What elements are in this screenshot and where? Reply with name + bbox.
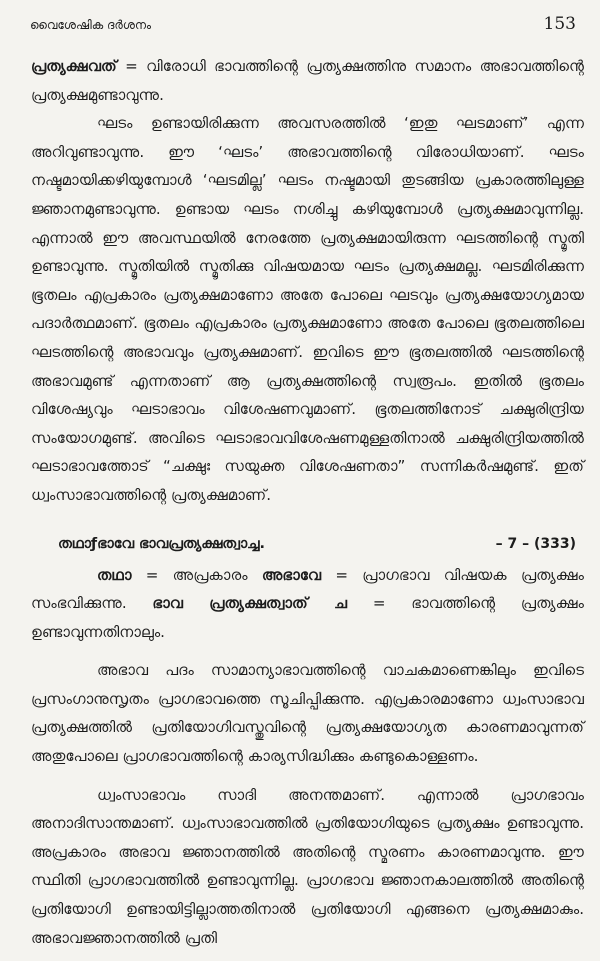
- gloss-term-2: അഭാവേ: [261, 565, 322, 584]
- paragraph-commentary-1: അഭാവ പദം സാമാന്യാഭാവത്തിന്റെ വാചകമാണെങ്കിലും ഇവിടെ പ്രസംഗാനുസൃതം പ്രാഗഭാവത്തെ സൂചിപ്പിക്കുന്നു. എപ്രകാരമാണോ ധ്വംസാഭാവ പ്രത്യക്ഷത്തിൽ പ്രതിയോഗിവസ്തുവിന്റെ പ്രത്യക്ഷയോഗ്യത കാരണമാവുന്നത് അതുപോലെ പ്രാഗഭാവത്തിന്റെ കാര്യസിദ്ധിക്കും കണ്ടുകൊള്ളണം.: [31, 661, 584, 766]
- paragraph-definition: [31, 52, 584, 109]
- page-number: 153: [543, 14, 576, 34]
- defined-term: പ്രത്യക്ഷവത്: [31, 57, 117, 75]
- sutra-reference: – 7 – (333): [495, 535, 576, 552]
- sutra-gloss: [31, 561, 584, 647]
- definition-text: = വിരോധി ഭാവത്തിന്റെ പ്രത്യക്ഷത്തിനു സമാനം അഭാവത്തിന്റെ പ്രത്യക്ഷമുണ്ടാവുന്നു.: [31, 57, 584, 104]
- gloss-term-1: തഥാ: [97, 565, 132, 584]
- gloss-text-3: = ഭാവത്തിന്റെ പ്രത്യക്ഷം ഉണ്ടാവുന്നതിനാലും.: [31, 594, 584, 641]
- page-body: [31, 52, 584, 952]
- paragraph-explanation: ഘടം ഉണ്ടായിരിക്കുന്ന അവസരത്തിൽ ‘ഇതു ഘടമാണ്’ എന്ന അറിവുണ്ടാവുന്നു. ഈ ‘ഘടം’ അഭാവത്തിന്റെ വിരോധിയാണ്. ഘടം നഷ്ടമായിക്കഴിയുമ്പോൾ ‘ഘടമില്ല’ ഘടം നഷ്ടമായി തുടങ്ങിയ പ്രകാരത്തിലുള്ള ജ്ഞാനമുണ്ടാവുന്നു. ഉണ്ടായ ഘടം നശിച്ചു കഴിയുമ്പോൾ പ്രത്യക്ഷമാവുന്നില്ല. എന്നാൽ ഈ അവസ്ഥയിൽ നേരത്തേ പ്രത്യക്ഷമായിരുന്ന ഘടത്തിന്റെ സ്മൃതി ഉണ്ടാവുന്നു. സ്മൃതിയിൽ സ്മൃതിക്കു വിഷയമായ ഘടം പ്രത്യക്ഷമല്ല. ഘടമിരിക്കുന്ന ഭൂതലം എപ്രകാരം പ്രത്യക്ഷമാണോ അതേ പോലെ ഘടവും പ്രത്യക്ഷയോഗ്യമായ പദാർത്ഥമാണ്. ഭൂതലം എപ്രകാരം പ്രത്യക്ഷമാണോ അതേ പോലെ ഭൂതലത്തിലെ ഘടത്തിന്റെ അഭാവവും പ്രത്യക്ഷമാണ്. ഇവിടെ ഈ ഭൂതലത്തിൽ ഘടത്തിന്റെ അഭാവമുണ്ട് എന്നതാണ് ആ പ്രത്യക്ഷത്തിന്റെ സ്വരൂപം. ഇതിൽ ഭൂതലം വിശേഷ്യവും ഘടാഭാവം വിശേഷണവുമാണ്. ഭൂതലത്തിനോട് ചക്ഷുരിന്ദ്രിയ സംയോഗമുണ്ട്. അവിടെ ഘടാഭാവവിശേഷണമുള്ളതിനാൽ ചക്ഷുരിന്ദ്രിയത്തിൽ ഘടാഭാവത്തോട് “ചക്ഷുഃ സയുക്ത വിശേഷണതാ” സന്നികർഷമുണ്ട്. ഇത് ധ്വംസാഭാവത്തിന്റെ പ്രത്യക്ഷമാണ്.: [31, 114, 584, 504]
- paragraph-commentary-2: ധ്വംസാഭാവം സാദി അനന്തമാണ്. എന്നാൽ പ്രാഗഭാവം അനാദിസാന്തമാണ്. ധ്വംസാഭാവത്തിൽ പ്രതിയോഗിയുടെ പ്രത്യക്ഷം ഉണ്ടാവുന്നു. അപ്രകാരം അഭാവ ജ്ഞാനത്തിൽ അതിന്റെ സ്മരണം കാരണമാവുന്നു. ഈ സ്ഥിതി പ്രാഗഭാവത്തിൽ ഉണ്ടാവുന്നില്ല. പ്രാഗഭാവ ജ്ഞാനകാലത്തിൽ അതിന്റെ പ്രതിയോഗി ഉണ്ടായിട്ടില്ലാത്തതിനാൽ പ്രതിയോഗി എങ്ങനെ പ്രത്യക്ഷമാകും. അഭാവജ്ഞാനത്തിൽ പ്രതി: [31, 785, 584, 947]
- sutra-text: തഥാƒഭാവേ ഭാവപ്രത്യക്ഷത്വാച്ച.: [58, 535, 265, 552]
- running-head: വൈശേഷിക ദർശനം: [30, 18, 152, 32]
- page-header: [30, 14, 576, 40]
- gloss-text-1: = അപ്രകാരം: [131, 565, 262, 584]
- gloss-text-2: = പ്രാഗഭാവ വിഷയക പ്രത്യക്ഷം സംഭവിക്കുന്നു.: [31, 565, 585, 613]
- sutra-row: [31, 530, 584, 561]
- gloss-term-3: ഭാവ പ്രത്യക്ഷത്വാത് ച: [152, 594, 348, 613]
